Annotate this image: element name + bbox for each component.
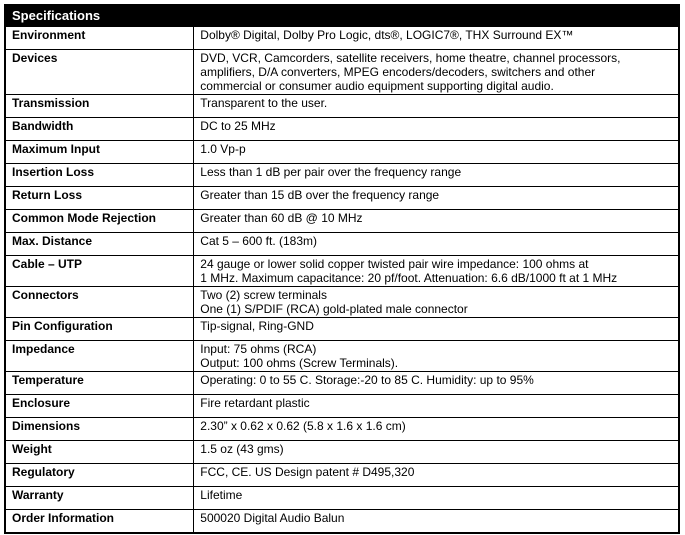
spec-value-line: 1.5 oz (43 gms) — [200, 442, 284, 456]
spec-value — [194, 118, 679, 141]
table-row — [5, 372, 679, 395]
table-row — [5, 233, 679, 256]
spec-value-line: Dolby® Digital, Dolby Pro Logic, dts®, LOGIC7®, THX Surround EX™ — [200, 28, 574, 42]
table-row — [5, 464, 679, 487]
spec-value-line: FCC, CE. US Design patent # D495,320 — [200, 465, 415, 479]
specifications-body — [5, 27, 679, 534]
spec-label: Insertion Loss — [5, 164, 194, 187]
spec-label: Regulatory — [5, 464, 194, 487]
spec-value-line: DC to 25 MHz — [200, 119, 276, 133]
spec-value — [194, 418, 679, 441]
spec-label: Bandwidth — [5, 118, 194, 141]
spec-label: Return Loss — [5, 187, 194, 210]
spec-value — [194, 27, 679, 50]
spec-value-line: commercial or consumer audio equipment supporting digital audio. — [200, 79, 554, 93]
table-row — [5, 418, 679, 441]
table-row — [5, 118, 679, 141]
spec-value — [194, 395, 679, 418]
specifications-table — [4, 4, 680, 534]
spec-value — [194, 50, 679, 95]
spec-value — [194, 372, 679, 395]
spec-label: Cable – UTP — [5, 256, 194, 287]
spec-value-line: Cat 5 – 600 ft. (183m) — [200, 234, 318, 248]
spec-value — [194, 210, 679, 233]
spec-value-line: Less than 1 dB per pair over the frequency range — [200, 165, 462, 179]
table-row — [5, 256, 679, 287]
spec-value — [194, 487, 679, 510]
spec-value-line: Input: 75 ohms (RCA) — [200, 342, 317, 356]
table-row — [5, 318, 679, 341]
spec-value-line: DVD, VCR, Camcorders, satellite receivers, home theatre, channel processors, — [200, 51, 621, 65]
table-row — [5, 187, 679, 210]
spec-label: Connectors — [5, 287, 194, 318]
table-row — [5, 164, 679, 187]
table-row — [5, 27, 679, 50]
spec-value — [194, 95, 679, 118]
spec-value-line: 500020 Digital Audio Balun — [200, 511, 345, 525]
table-row — [5, 141, 679, 164]
spec-value-line: Operating: 0 to 55 C. Storage:-20 to 85 C. Humidity: up to 95% — [200, 373, 534, 387]
table-row — [5, 441, 679, 464]
spec-label: Dimensions — [5, 418, 194, 441]
table-header: Specifications — [5, 5, 679, 27]
table-row — [5, 395, 679, 418]
spec-value-line: 24 gauge or lower solid copper twisted pair wire impedance: 100 ohms at — [200, 257, 589, 271]
spec-value-line: Greater than 60 dB @ 10 MHz — [200, 211, 363, 225]
spec-label: Environment — [5, 27, 194, 50]
spec-value-line: 2.30” x 0.62 x 0.62 (5.8 x 1.6 x 1.6 cm) — [200, 419, 406, 433]
spec-label: Order Information — [5, 510, 194, 534]
spec-value-line: Greater than 15 dB over the frequency range — [200, 188, 440, 202]
spec-value-line: Fire retardant plastic — [200, 396, 310, 410]
spec-value — [194, 318, 679, 341]
spec-value-line: 1.0 Vp-p — [200, 142, 246, 156]
spec-value — [194, 233, 679, 256]
spec-value-line: Transparent to the user. — [200, 96, 328, 110]
spec-value — [194, 441, 679, 464]
spec-label: Common Mode Rejection — [5, 210, 194, 233]
spec-value — [194, 464, 679, 487]
table-row — [5, 487, 679, 510]
table-row — [5, 287, 679, 318]
spec-value — [194, 164, 679, 187]
spec-value — [194, 287, 679, 318]
spec-value — [194, 341, 679, 372]
table-row — [5, 50, 679, 95]
spec-value-line: Two (2) screw terminals — [200, 288, 327, 302]
spec-label: Enclosure — [5, 395, 194, 418]
spec-label: Impedance — [5, 341, 194, 372]
spec-label: Max. Distance — [5, 233, 194, 256]
spec-value-line: Lifetime — [200, 488, 243, 502]
spec-label: Transmission — [5, 95, 194, 118]
spec-label: Temperature — [5, 372, 194, 395]
spec-label: Devices — [5, 50, 194, 95]
spec-value — [194, 187, 679, 210]
spec-value-line: Tip-signal, Ring-GND — [200, 319, 314, 333]
spec-value-line: amplifiers, D/A converters, MPEG encoders/decoders, switchers and other — [200, 65, 596, 79]
spec-label: Warranty — [5, 487, 194, 510]
spec-value-line: One (1) S/PDIF (RCA) gold-plated male connector — [200, 302, 468, 316]
spec-value-line: Output: 100 ohms (Screw Terminals). — [200, 356, 399, 370]
spec-value — [194, 256, 679, 287]
table-row — [5, 95, 679, 118]
table-row — [5, 210, 679, 233]
spec-label: Maximum Input — [5, 141, 194, 164]
spec-label: Pin Configuration — [5, 318, 194, 341]
table-row — [5, 510, 679, 534]
spec-value — [194, 510, 679, 534]
table-row — [5, 341, 679, 372]
spec-value — [194, 141, 679, 164]
spec-value-line: 1 MHz. Maximum capacitance: 20 pf/foot. Attenuation: 6.6 dB/1000 ft at 1 MHz — [200, 271, 618, 285]
spec-label: Weight — [5, 441, 194, 464]
